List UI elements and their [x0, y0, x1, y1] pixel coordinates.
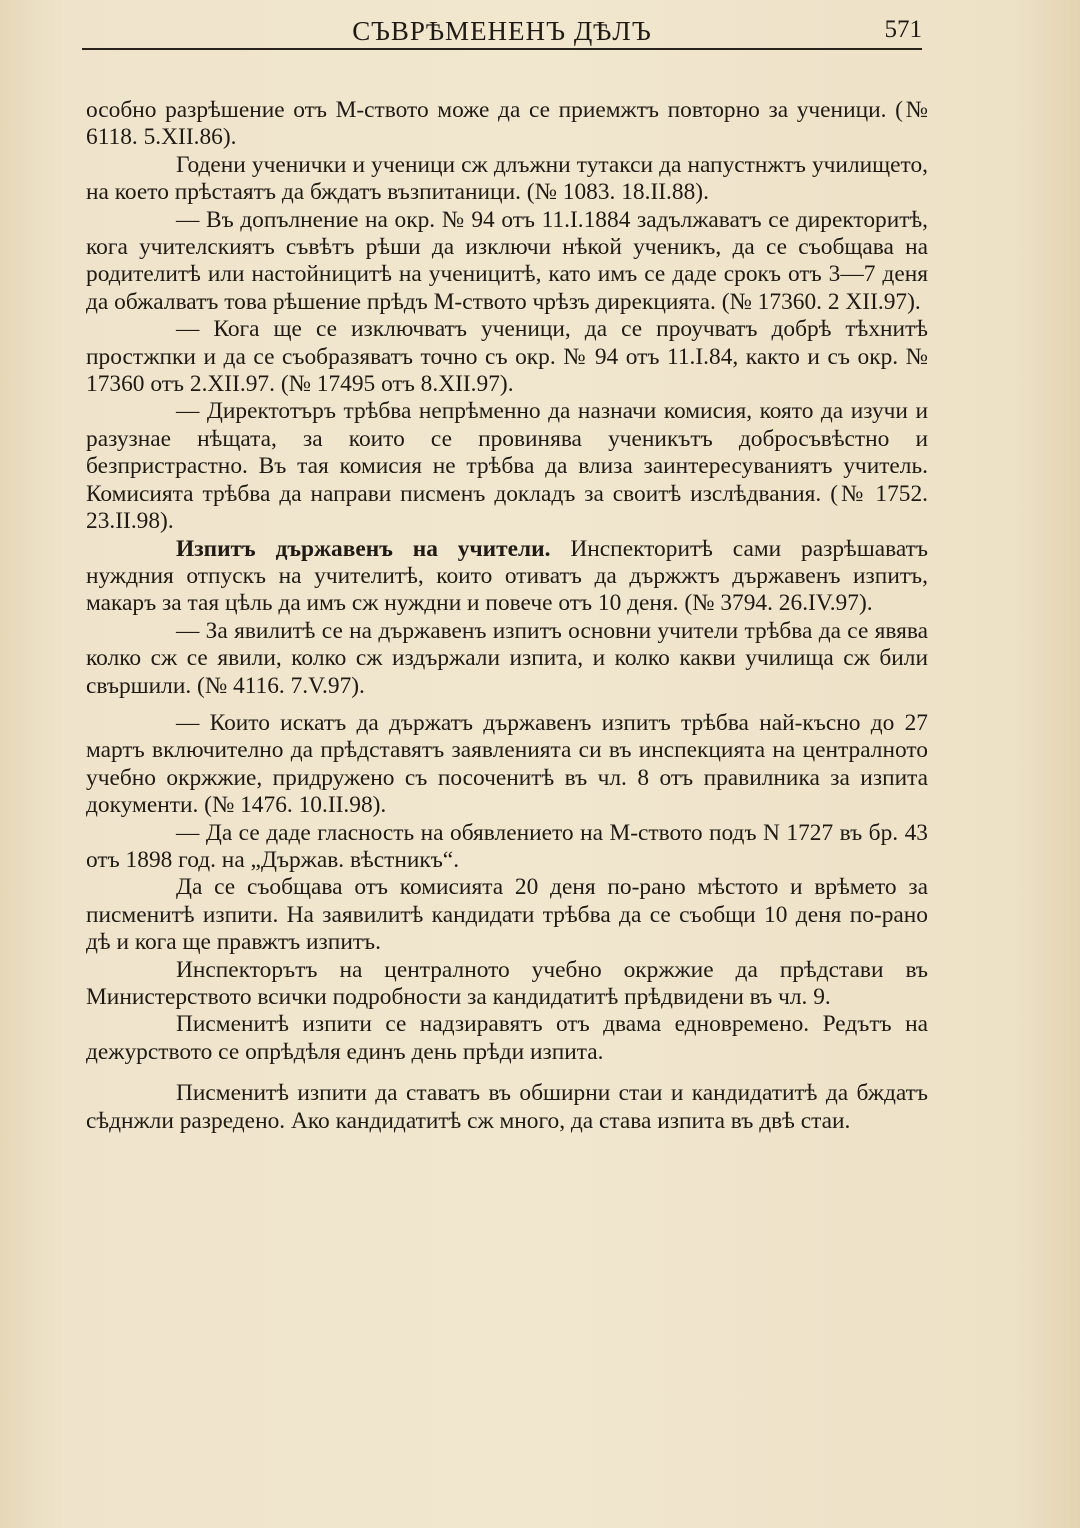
page-header	[82, 12, 922, 50]
paragraph: — Директотъръ трѣбва непрѣменно да назначи комисия, която да изучи и разузнае нѣщата, за които се провинява ученикътъ добросъвѣстно и безпристрастно. Въ тая комисия не трѣбва да влиза заинтересуваниятъ учитель. Комисията трѣбва да направи писменъ докладъ за своитѣ изслѣдвания. (№ 1752. 23.II.98).	[86, 398, 928, 535]
section-heading: Изпитъ държавенъ на учители.	[176, 535, 551, 562]
paragraph: — Кога ще се изключватъ ученици, да се проучватъ добрѣ тѣхнитѣ простжпки и да се съобразяватъ точно съ окр. № 94 отъ 11.I.84, както и съ окр. № 17360 отъ 2.XII.97. (№ 17495 отъ 8.XII.97).	[86, 316, 928, 398]
paragraph: — Да се даде гласность на обявлението на М-ството подъ N 1727 въ бр. 43 отъ 1898 год. на „Държав. вѣстникъ“.	[86, 819, 928, 873]
paragraph: особно разрѣшение отъ М-ството може да се приемжтъ повторно за ученици. (№ 6118. 5.XII.86).	[86, 97, 928, 151]
paragraph: Годени ученички и ученици сж длъжни тутакси да напустнжтъ училището, на което прѣстаятъ да бждатъ възпитаници. (№ 1083. 18.II.88).	[86, 151, 928, 206]
paragraph: — Които искатъ да държатъ държавенъ изпитъ трѣбва най-късно до 27 мартъ включително да прѣдставятъ заявленията си въ инспекцията на централното учебно окржжие, придружено съ посоченитѣ въ чл. 8 отъ правилника за изпита документи. (№ 1476. 10.II.98).	[86, 709, 928, 819]
paragraph: Писменитѣ изпити се надзиравятъ отъ двама едновремено. Редътъ на дежурството се опрѣдѣля единъ день прѣди изпита.	[86, 1011, 928, 1065]
page-body	[86, 97, 928, 1135]
paragraph: Инспекторътъ на централното учебно окржжие да прѣдстави въ Министерството всички подробности за кандидатитѣ прѣдвидени въ чл. 9.	[86, 956, 928, 1010]
page-number: 571	[884, 16, 922, 43]
paragraph: Да се съобщава отъ комисията 20 деня по-рано мѣстото и врѣмето за писменитѣ изпити. На заявилитѣ кандидати трѣбва да се съобщи 10 деня по-рано дѣ и кога ще правжтъ изпитъ.	[86, 874, 928, 956]
paragraph: — Въ допълнение на окр. № 94 отъ 11.I.1884 задължаватъ се директоритѣ, кога учителскиятъ съвѣтъ рѣши да изключи нѣкой ученикъ, да се съобщава на родителитѣ или настойницитѣ на ученицитѣ, като имъ се даде срокъ отъ 3—7 деня да обжалватъ това рѣшение прѣдъ М-ството чрѣзъ дирекцията. (№ 17360. 2 XII.97).	[86, 206, 928, 315]
paragraph: — За явилитѣ се на държавенъ изпитъ основни учители трѣбва да се явява колко сж се явили, колко сж издържали изпита, и колко какви училища сж били свършили. (№ 4116. 7.V.97).	[86, 617, 928, 699]
running-head: СЪВРѢМЕНЕНЪ ДѢЛЪ	[352, 16, 652, 46]
paragraph-section-start: Изпитъ държавенъ на учители. Инспекторитѣ сами разрѣшаватъ нуждния отпускъ на учителитѣ, които отиватъ да държжтъ държавенъ изпитъ, макаръ за тая цѣль да имъ сж нуждни и повече отъ 10 деня. (№ 3794. 26.IV.97).	[86, 535, 928, 617]
paragraph: Писменитѣ изпити да ставатъ въ обширни стаи и кандидатитѣ да бждатъ сѣднжли разредено. Ако кандидатитѣ сж много, да става изпита въ двѣ стаи.	[86, 1080, 928, 1134]
